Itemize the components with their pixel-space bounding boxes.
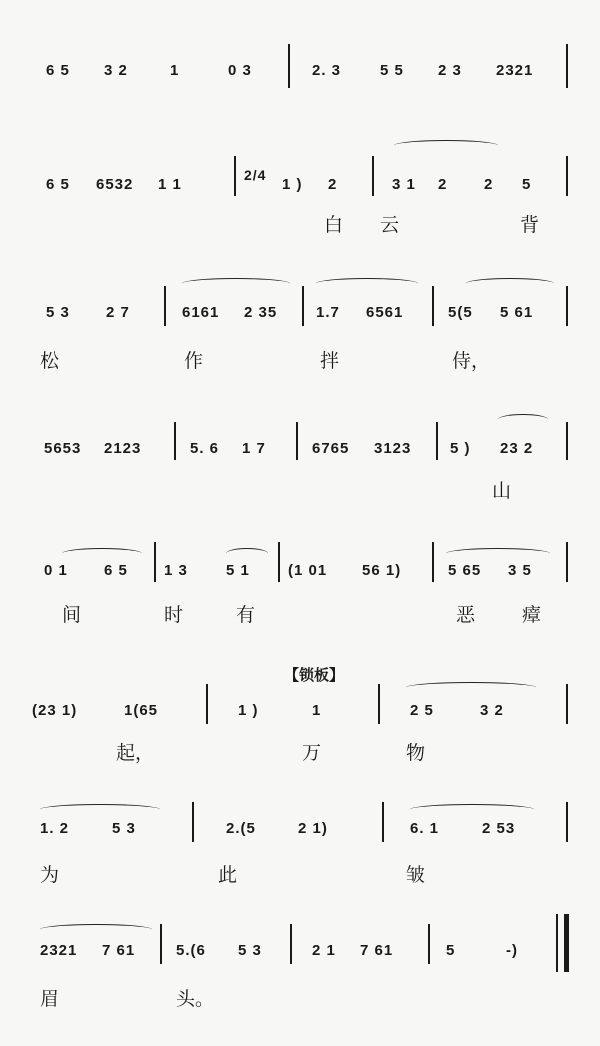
note-group: 5(5 — [448, 304, 473, 321]
bar-line — [428, 924, 430, 964]
note-group: 5 1 — [226, 562, 250, 579]
lyric: 此 — [218, 864, 238, 886]
note-group: 1 — [170, 62, 180, 79]
note-group: 2 3 — [438, 62, 462, 79]
section-marker: 【锁板】 — [284, 666, 345, 684]
lyric: 侍， — [452, 350, 491, 372]
note-group: 2 7 — [106, 304, 130, 321]
bar-line — [432, 542, 434, 582]
bar-line — [192, 802, 194, 842]
bar-line — [302, 286, 304, 326]
note-group: 2 1 — [312, 942, 336, 959]
slur — [498, 414, 548, 425]
bar-line — [296, 422, 298, 460]
bar-line — [436, 422, 438, 460]
note-group: 6 5 — [46, 62, 70, 79]
bar-line — [278, 542, 280, 582]
note-group: 5653 — [44, 440, 82, 457]
slur — [406, 682, 536, 693]
lyric: 物 — [406, 742, 426, 764]
note-group: 5 65 — [448, 562, 482, 579]
note-group: 1. 2 — [40, 820, 70, 837]
note-group: 6532 — [96, 176, 134, 193]
slur — [62, 548, 142, 559]
note-group: 2.(5 — [226, 820, 256, 837]
note-group: 2 35 — [244, 304, 278, 321]
note-group: -) — [506, 942, 518, 959]
lyric: 万 — [302, 742, 322, 764]
lyric: 松 — [40, 350, 60, 372]
bar-line — [174, 422, 176, 460]
note-group: 5 5 — [380, 62, 404, 79]
note-group: 0 1 — [44, 562, 68, 579]
bar-line — [566, 44, 568, 88]
lyric: 起， — [116, 742, 155, 764]
bar-line — [566, 542, 568, 582]
note-group: 23 2 — [500, 440, 534, 457]
final-barline-thick — [564, 914, 569, 972]
bar-line — [566, 802, 568, 842]
note-group: 2321 — [40, 942, 78, 959]
note-group: (1 01 — [288, 562, 328, 579]
bar-line — [290, 924, 292, 964]
note-group: 1 1 — [158, 176, 182, 193]
bar-line — [382, 802, 384, 842]
note-group: 3 5 — [508, 562, 532, 579]
bar-line — [566, 156, 568, 196]
bar-line — [164, 286, 166, 326]
lyric: 头。 — [176, 988, 215, 1010]
lyric: 眉 — [40, 988, 60, 1010]
lyric: 时 — [164, 604, 184, 626]
note-group: 6 5 — [104, 562, 128, 579]
note-group: 3 1 — [392, 176, 416, 193]
slur — [40, 804, 160, 815]
note-group: 5.(6 — [176, 942, 206, 959]
lyric: 白 — [324, 214, 344, 236]
slur — [226, 548, 268, 559]
lyric: 拌 — [320, 350, 340, 372]
slur — [182, 278, 290, 289]
note-group: 2 — [438, 176, 448, 193]
note-group: 1 3 — [164, 562, 188, 579]
slur — [446, 548, 550, 559]
note-group: 2 5 — [410, 702, 434, 719]
bar-line — [288, 44, 290, 88]
note-group: 5 — [446, 942, 456, 959]
final-barline-thin — [556, 914, 558, 972]
lyric: 山 — [492, 480, 512, 502]
lyric: 恶 — [456, 604, 476, 626]
note-group: 1 ) — [282, 176, 303, 193]
lyric: 云 — [380, 214, 400, 236]
note-group: 5. 6 — [190, 440, 220, 457]
note-group: 5 ) — [450, 440, 471, 457]
note-group: 6765 — [312, 440, 350, 457]
slur — [316, 278, 418, 289]
note-group: 2 — [328, 176, 338, 193]
lyric: 有 — [236, 604, 256, 626]
note-group: 6 5 — [46, 176, 70, 193]
bar-line — [154, 542, 156, 582]
bar-line — [372, 156, 374, 196]
note-group: 1(65 — [124, 702, 159, 719]
note-group: 2. 3 — [312, 62, 342, 79]
bar-line — [566, 684, 568, 724]
note-group: 6561 — [366, 304, 404, 321]
lyric: 为 — [40, 864, 60, 886]
bar-line — [566, 286, 568, 326]
note-group: 2 53 — [482, 820, 516, 837]
note-group: 2 — [484, 176, 494, 193]
note-group: 1 — [312, 702, 322, 719]
bar-line — [378, 684, 380, 724]
bar-line — [234, 156, 236, 196]
bar-line — [432, 286, 434, 326]
note-group: 5 3 — [238, 942, 262, 959]
note-group: 3 2 — [480, 702, 504, 719]
note-group: 3 2 — [104, 62, 128, 79]
note-group: 6. 1 — [410, 820, 440, 837]
note-group: 7 61 — [102, 942, 136, 959]
note-group: 6161 — [182, 304, 220, 321]
note-group: 5 61 — [500, 304, 534, 321]
bar-line — [206, 684, 208, 724]
slur — [40, 924, 152, 935]
time-signature: 2/4 — [244, 167, 267, 183]
note-group: 1 7 — [242, 440, 266, 457]
lyric: 背 — [520, 214, 540, 236]
bar-line — [160, 924, 162, 964]
note-group: 7 61 — [360, 942, 394, 959]
note-group: 2 1) — [298, 820, 328, 837]
slur — [410, 804, 534, 815]
note-group: 2123 — [104, 440, 142, 457]
note-group: 5 — [522, 176, 532, 193]
note-group: 1 ) — [238, 702, 259, 719]
lyric: 皱 — [406, 864, 426, 886]
lyric: 间 — [62, 604, 82, 626]
note-group: 3123 — [374, 440, 412, 457]
note-group: 2321 — [496, 62, 534, 79]
note-group: 5 3 — [46, 304, 70, 321]
slur — [394, 140, 498, 151]
lyric: 瘴 — [522, 604, 542, 626]
bar-line — [566, 422, 568, 460]
note-group: 56 1) — [362, 562, 402, 579]
slur — [466, 278, 554, 289]
note-group: 1.7 — [316, 304, 340, 321]
note-group: (23 1) — [32, 702, 78, 719]
note-group: 0 3 — [228, 62, 252, 79]
lyric: 作 — [184, 350, 204, 372]
note-group: 5 3 — [112, 820, 136, 837]
